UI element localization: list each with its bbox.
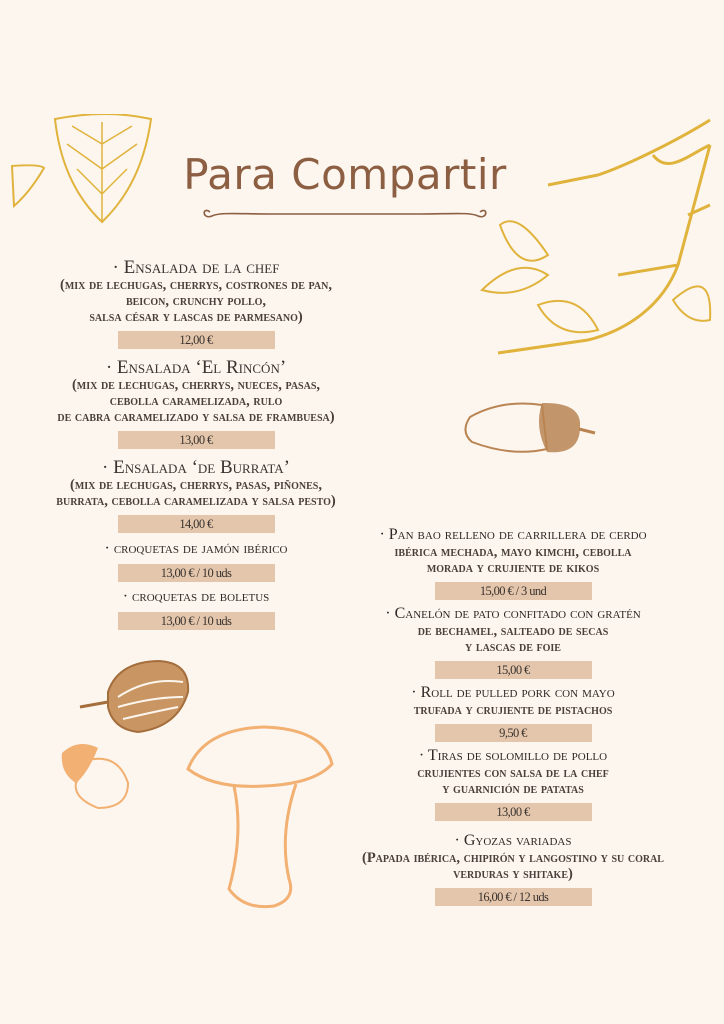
price-tag: 14,00 € <box>118 515 275 533</box>
menu-item-description: y guarnición de patatas <box>442 781 584 797</box>
walnut-icon <box>78 657 193 737</box>
menu-item-description: y lascas de foie <box>465 639 561 655</box>
price-tag: 9,50 € <box>435 724 592 742</box>
price-tag: 16,00 € / 12 uds <box>435 888 592 906</box>
price-tag: 15,00 € <box>435 661 592 679</box>
menu-item-description: verduras y shitake) <box>453 866 573 882</box>
menu-item-description: (mix de lechugas, cherrys, costrones de pan, <box>60 277 332 293</box>
menu-item-name: · Roll de pulled pork con mayo <box>411 684 615 701</box>
menu-item-description: crujientes con salsa de la chef <box>417 765 609 781</box>
acorn-icon <box>58 738 133 812</box>
menu-item <box>313 747 713 821</box>
menu-item <box>313 832 713 906</box>
menu-item <box>313 526 713 600</box>
menu-item-description: (Papada ibérica, chipirón y langostino y su coral <box>362 850 664 866</box>
menu-item-name: · Tiras de solomillo de pollo <box>418 747 608 764</box>
price-tag: 12,00 € <box>118 331 275 349</box>
menu-item-name: · croquetas de jamón ibérico <box>104 540 288 557</box>
branch-with-leaves-icon <box>478 115 718 360</box>
menu-item-description: trufada y crujiente de pistachos <box>413 702 613 718</box>
menu-item-description: ibérica mechada, mayo kimchi, cebolla <box>394 544 632 560</box>
menu-item-name: · Pan bao relleno de carrillera de cerdo <box>379 526 647 543</box>
menu-item-name: · Ensalada ‘de Burrata’ <box>102 457 290 478</box>
menu-item <box>0 458 396 533</box>
acorn-icon <box>462 397 597 461</box>
menu-item-description: salsa césar y lascas de parmesano) <box>89 309 303 325</box>
page-title: Para Compartir <box>183 150 507 199</box>
price-tag: 13,00 € <box>435 803 592 821</box>
menu-item <box>0 258 396 349</box>
menu-item <box>313 684 713 742</box>
menu-item-description: burrata, cebolla caramelizada y salsa pesto) <box>56 493 336 509</box>
menu-item-description: (mix de lechugas, cherrys, pasas, piñones, <box>70 477 322 493</box>
menu-item-description: morada y crujiente de kikos <box>426 560 600 576</box>
price-tag: 13,00 € / 10 uds <box>118 612 275 630</box>
price-tag: 13,00 € <box>118 431 275 449</box>
menu-item-description: cebolla caramelizada, rulo <box>109 393 283 409</box>
menu-item-name: · croquetas de boletus <box>122 588 270 605</box>
menu-item-description: de cabra caramelizado y salsa de frambuesa) <box>57 409 335 425</box>
leaf-icon <box>52 114 154 224</box>
title-flourish-divider <box>200 202 490 224</box>
menu-item-description: de bechamel, salteado de secas <box>417 623 609 639</box>
menu-item-name: · Canelón de pato confitado con gratén <box>385 605 641 622</box>
menu-item-description: beicon, crunchy pollo, <box>125 293 267 309</box>
menu-item <box>0 358 396 449</box>
menu-item-name: · Gyozas variadas <box>454 832 572 849</box>
menu-item-name: · Ensalada de la chef <box>112 257 280 278</box>
menu-item-description: (mix de lechugas, cherrys, nueces, pasas, <box>71 377 321 393</box>
price-tag: 13,00 € / 10 uds <box>118 564 275 582</box>
menu-item-name: · Ensalada ‘El Rincón’ <box>105 357 287 378</box>
leaf-icon <box>10 162 46 210</box>
menu-item <box>313 605 713 679</box>
price-tag: 15,00 € / 3 und <box>435 582 592 600</box>
